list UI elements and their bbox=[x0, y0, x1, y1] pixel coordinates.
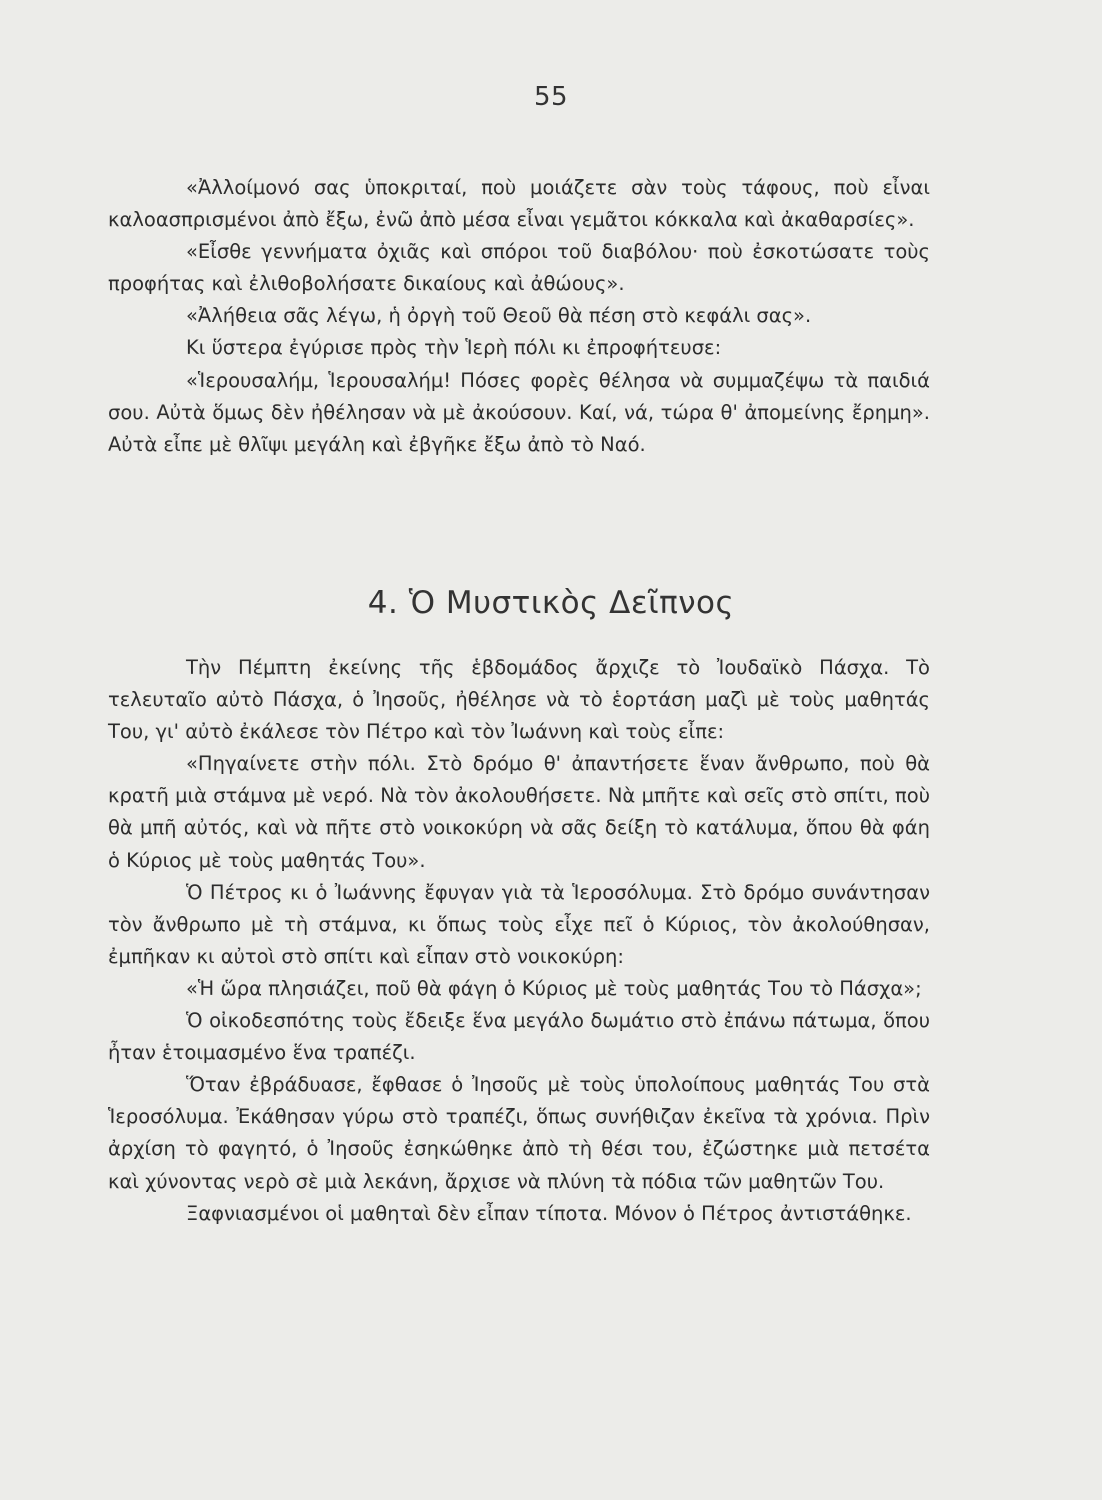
page-number: 55 bbox=[533, 82, 569, 112]
chapter-title: 4. Ὁ Μυστικὸς Δεῖπνος bbox=[367, 585, 735, 621]
paragraph: «Πηγαίνετε στὴν πόλι. Στὸ δρόμο θ' ἀπαντήσετε ἕναν ἄνθρωπο, ποὺ θὰ κρατῆ μιὰ στάμνα μὲ νερό. Νὰ τὸν ἀκολουθήσετε. Νὰ μπῆτε καὶ σεῖς στὸ σπίτι, ποὺ θὰ μπῆ αὐτός, καὶ νὰ πῆτε στὸ νοικοκύρη νὰ σᾶς δείξη τὸ κατάλυμα, ὅπου θὰ φάη ὁ Κύριος μὲ τοὺς μαθητάς Του». bbox=[108, 752, 930, 872]
chapter-body bbox=[108, 652, 930, 1230]
paragraph: Ὅταν ἐβράδυασε, ἔφθασε ὁ Ἰησοῦς μὲ τοὺς ὑπολοίπους μαθητάς Του στὰ Ἱεροσόλυμα. Ἐκάθησαν γύρω στὸ τραπέζι, ὅπως συνήθιζαν ἐκεῖνα τὰ χρόνια. Πρὶν ἀρχίση τὸ φαγητό, ὁ Ἰησοῦς ἐσηκώθηκε ἀπὸ τὴ θέσι του, ἐζώστηκε μιὰ πετσέτα καὶ χύνοντας νερὸ σὲ μιὰ λεκάνη, ἄρχισε νὰ πλύνη τὰ πόδια τῶν μαθητῶν Του. bbox=[108, 1073, 930, 1193]
paragraph: «Ἡ ὥρα πλησιάζει, ποῦ θὰ φάγη ὁ Κύριος μὲ τοὺς μαθητάς Του τὸ Πάσχα»; bbox=[186, 976, 922, 1000]
paragraph: Ὁ οἰκοδεσπότης τοὺς ἔδειξε ἕνα μεγάλο δωμάτιο στὸ ἐπάνω πάτωμα, ὅπου ἦταν ἑτοιμασμένο ἕνα τραπέζι. bbox=[108, 1009, 930, 1065]
paragraph: «Ἀλλοίμονό σας ὑποκριταί, ποὺ μοιάζετε σὰν τοὺς τάφους, ποὺ εἶναι καλοασπρισμένοι ἀπὸ ἔξω, ἐνῶ ἀπὸ μέσα εἶναι γεμᾶτοι κόκκαλα καὶ ἀκαθαρσίες». bbox=[108, 176, 930, 232]
paragraph: «Εἶσθε γεννήματα ὀχιᾶς καὶ σπόροι τοῦ διαβόλου· ποὺ ἐσκοτώσατε τοὺς προφήτας καὶ ἐλιθοβολήσατε δικαίους καὶ ἀθώους». bbox=[108, 240, 930, 296]
paragraph: Ξαφνιασμένοι οἱ μαθηταὶ δὲν εἶπαν τίποτα. Μόνον ὁ Πέτρος ἀντιστάθηκε. bbox=[186, 1201, 912, 1225]
paragraph: Τὴν Πέμπτη ἐκείνης τῆς ἑβδομάδος ἄρχιζε τὸ Ἰουδαϊκὸ Πάσχα. Τὸ τελευταῖο αὐτὸ Πάσχα, ὁ Ἰησοῦς, ἠθέλησε νὰ τὸ ἑορτάση μαζὶ μὲ τοὺς μαθητάς Του, γι' αὐτὸ ἐκάλεσε τὸν Πέτρο καὶ τὸν Ἰωάννη καὶ τοὺς εἶπε: bbox=[108, 656, 930, 744]
paragraph: «Ἱερουσαλήμ, Ἱερουσαλήμ! Πόσες φορὲς θέλησα νὰ συμμαζέψω τὰ παιδιά σου. Αὐτὰ ὅμως δὲν ἠθέλησαν νὰ μὲ ἀκούσουν. Καί, νά, τώρα θ' ἀπομείνης ἔρημη». Αὐτὰ εἶπε μὲ θλῖψι μεγάλη καὶ ἐβγῆκε ἔξω ἀπὸ τὸ Ναό. bbox=[108, 368, 930, 456]
paragraph: Κι ὕστερα ἐγύρισε πρὸς τὴν Ἱερὴ πόλι κι ἐπροφήτευσε: bbox=[186, 336, 722, 360]
paragraph: Ὁ Πέτρος κι ὁ Ἰωάννης ἔφυγαν γιὰ τὰ Ἱεροσόλυμα. Στὸ δρόμο συνάντησαν τὸν ἄνθρωπο μὲ τὴ στάμνα, κι ὅπως τοὺς εἶχε πεῖ ὁ Κύριος, τὸν ἀκολούθησαν, ἐμπῆκαν κι αὐτοὶ στὸ σπίτι καὶ εἶπαν στὸ νοικοκύρη: bbox=[108, 880, 930, 968]
top-text-section bbox=[108, 172, 930, 461]
paragraph: «Ἀλήθεια σᾶς λέγω, ἡ ὀργὴ τοῦ Θεοῦ θὰ πέση στὸ κεφάλι σας». bbox=[186, 304, 812, 328]
